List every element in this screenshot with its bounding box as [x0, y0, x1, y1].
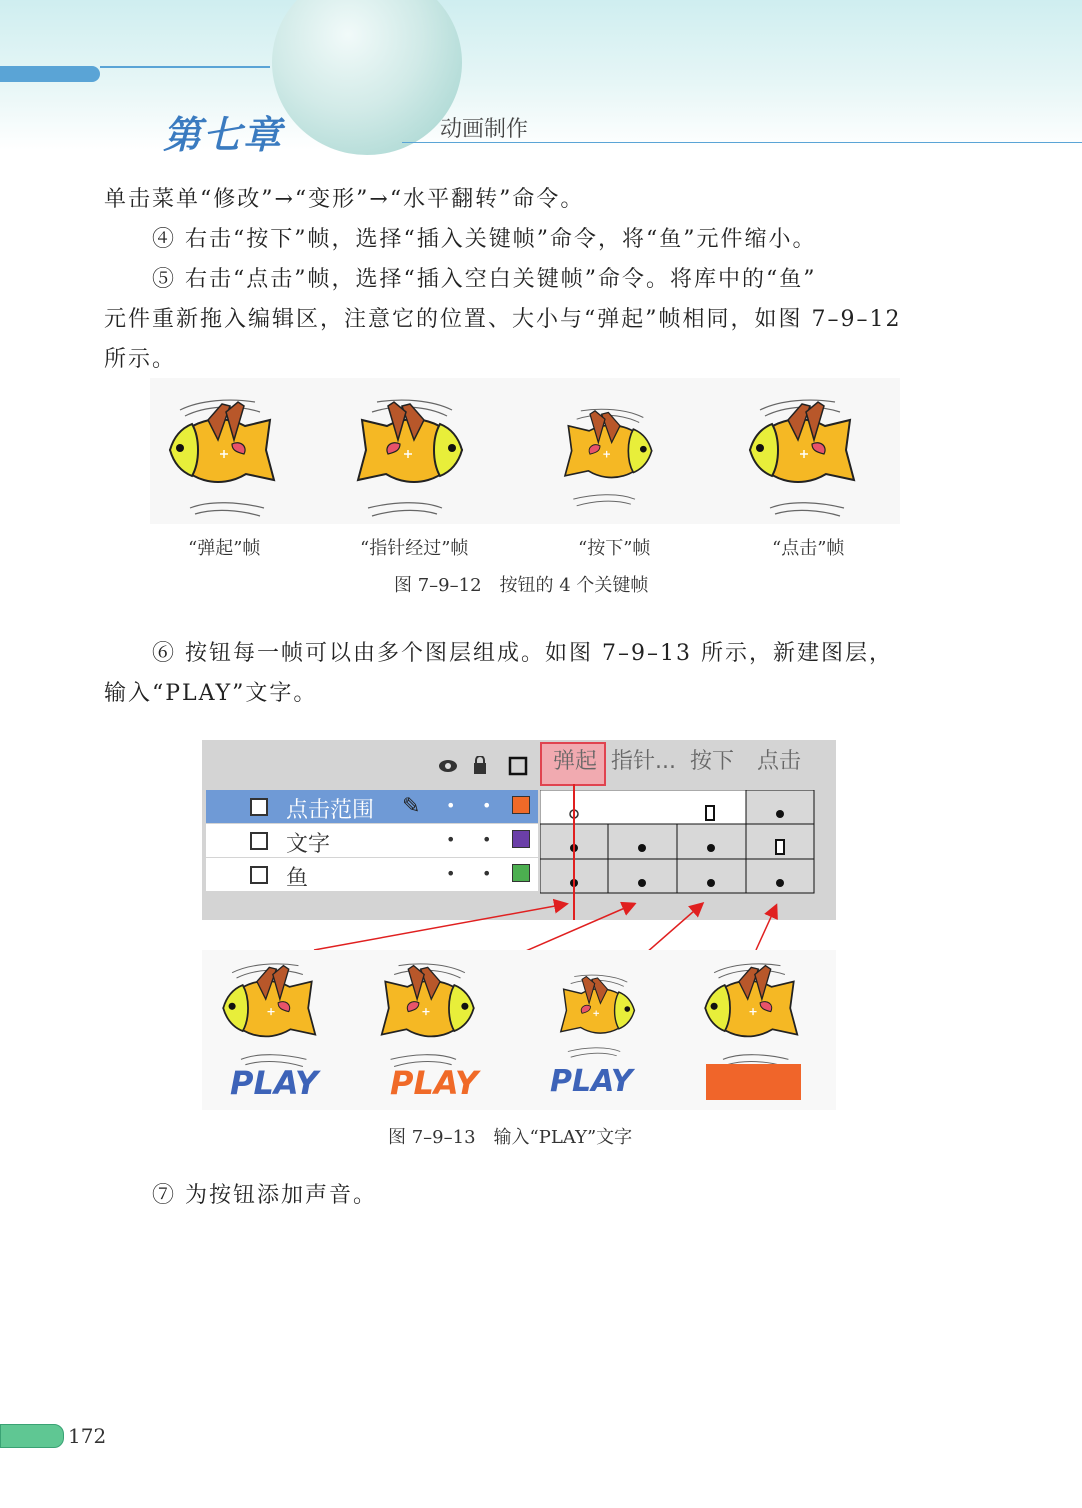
- layer-row-hitarea[interactable]: 点击范围 ✎ • •: [206, 790, 538, 823]
- page-number-tab: [0, 1424, 64, 1448]
- paragraph-3a: ⑤ 右击“点击”帧，选择“插入空白关键帧”命令。将库中的“鱼”: [152, 267, 817, 292]
- timeline-header-icons: [438, 756, 528, 776]
- frame-header-up[interactable]: 弹起: [553, 749, 598, 774]
- caption-over: “指针经过”帧: [360, 538, 469, 559]
- header-line: [100, 66, 270, 68]
- fish-down-frame: [560, 400, 660, 510]
- pencil-icon: ✎: [402, 794, 421, 819]
- header-tab: [0, 66, 100, 82]
- layer-icon: [250, 798, 268, 816]
- chapter-title: 动画制作: [440, 117, 529, 142]
- fish-hit-layer: [692, 955, 807, 1070]
- layer-name: 文字: [286, 832, 331, 857]
- play-text-down: PLAY: [550, 1064, 633, 1099]
- frame-header-hit[interactable]: 点击: [757, 749, 802, 774]
- fish-over-layer: [372, 955, 487, 1070]
- play-text-over: PLAY: [390, 1064, 479, 1102]
- paragraph-3c: 所示。: [104, 347, 177, 372]
- fish-up-frame: [160, 390, 280, 520]
- outline-icon: [510, 758, 526, 774]
- figure-12-title: 图 7–9–12 按钮的 4 个关键帧: [394, 575, 649, 596]
- paragraph-4b: 输入“PLAY”文字。: [104, 681, 318, 706]
- fish-up-layer: [210, 955, 325, 1070]
- paragraph-4a: ⑥ 按钮每一帧可以由多个图层组成。如图 7–9–13 所示，新建图层，: [152, 641, 893, 666]
- caption-hit: “点击”帧: [772, 538, 845, 559]
- annotation-arrows: [300, 784, 800, 964]
- caption-up: “弹起”帧: [188, 538, 261, 559]
- frame-header-over[interactable]: 指针...: [611, 749, 676, 774]
- frame-header-down[interactable]: 按下: [690, 749, 735, 774]
- hit-area-rect: [706, 1064, 801, 1100]
- layer-icon: [250, 866, 268, 884]
- fish-over-frame: [352, 390, 472, 520]
- layer-icon: [250, 832, 268, 850]
- fish-hit-frame: [740, 390, 860, 520]
- layer-name: 鱼: [286, 866, 309, 891]
- fish-down-layer: [553, 968, 645, 1060]
- paragraph-5: ⑦ 为按钮添加声音。: [152, 1183, 377, 1208]
- layer-row-fish[interactable]: 鱼 • •: [206, 858, 538, 891]
- layer-row-text[interactable]: 文字 • •: [206, 824, 538, 857]
- figure-13-title: 图 7–9–13 输入“PLAY”文字: [388, 1127, 633, 1148]
- caption-down: “按下”帧: [578, 538, 651, 559]
- layer-name: 点击范围: [286, 798, 375, 823]
- header-rule: [402, 142, 1082, 143]
- page-number: 172: [68, 1424, 107, 1448]
- paragraph-3b: 元件重新拖入编辑区，注意它的位置、大小与“弹起”帧相同，如图 7–9–12: [104, 307, 902, 332]
- lock-icon: [474, 763, 486, 774]
- play-text-up: PLAY: [230, 1064, 319, 1102]
- chapter-number: 第七章: [163, 112, 284, 157]
- paragraph-2: ④ 右击“按下”帧，选择“插入关键帧”命令，将“鱼”元件缩小。: [152, 227, 817, 252]
- paragraph-1: 单击菜单“修改”→“变形”→“水平翻转”命令。: [104, 187, 585, 212]
